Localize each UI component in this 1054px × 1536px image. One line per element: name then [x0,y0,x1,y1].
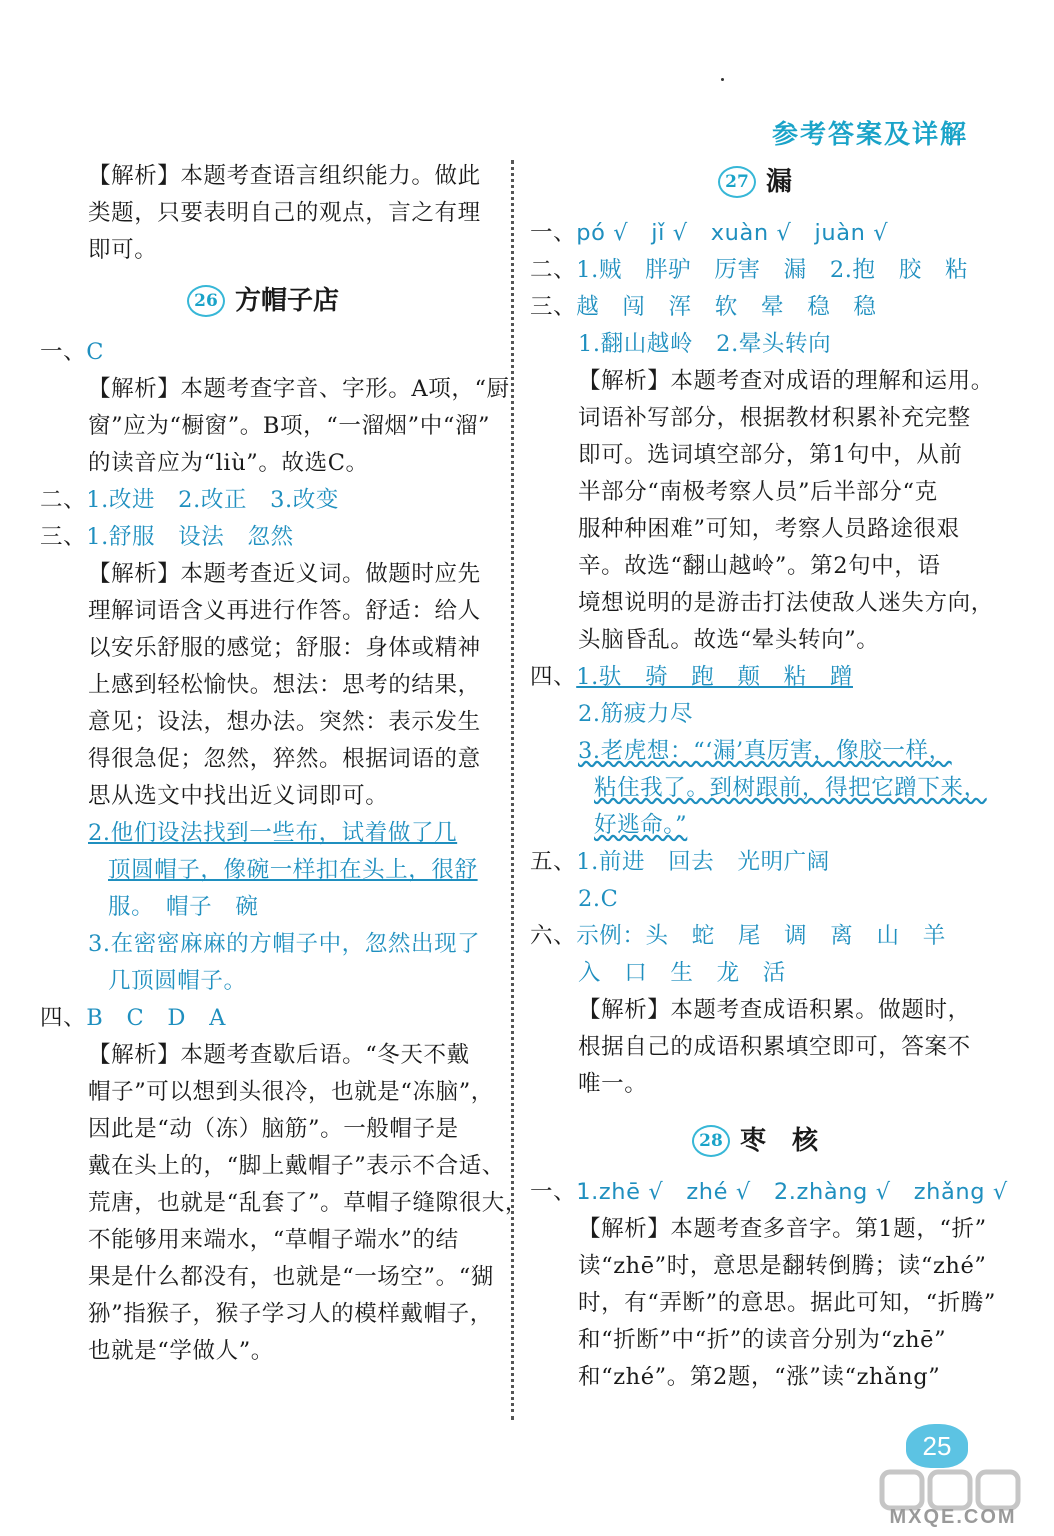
analysis-line: 词语补写部分，根据教材积累补充完整 [578,405,971,431]
analysis-line: 和“折断”中“折”的读音分别为“zhē” [578,1327,947,1353]
lesson-title: 漏 [765,167,792,197]
analysis-line: 时，有“弄断”的意思。据此可知，“折腾” [578,1290,997,1316]
analysis-line: 【解析】本题考查语言组织能力。做此 [88,163,481,189]
answer-row: 四、1.驮 骑 跑 颠 粘 蹭 [530,664,853,690]
analysis-line: 【解析】本题考查对成语的理解和运用。 [578,368,994,394]
lesson-heading [530,164,980,201]
analysis-line: 得很急促；忽然，猝然。根据词语的意 [88,746,481,772]
answer-row: 二、1.改进 2.改正 3.改变 [40,487,340,513]
lesson-title: 方帽子店 [234,286,339,316]
handwritten-answer: 粘住我了。到树跟前，得把它蹭下来， [594,775,987,801]
analysis-line: 上感到轻松愉快。想法：思考的结果， [88,672,481,698]
answer-item: 2.筋疲力尽 [578,701,694,727]
analysis-line: 服种种困难”可知，考察人员路途很艰 [578,516,960,542]
analysis-line: 思从选文中找出近义词即可。 [88,783,389,809]
handwritten-answer: 顶圆帽子，像碗一样扣在头上，很舒 [108,857,478,883]
handwritten-answer: 几顶圆帽子。 [108,968,247,994]
analysis-line: 戴在头上的，“脚上戴帽子”表示不合适、 [88,1153,505,1179]
answer-item: 2.C [578,886,619,912]
lesson-heading [40,283,486,320]
analysis-line: 意见；设法，想办法。突然：表示发生 [88,709,481,735]
answer-item: 1.翻山越岭 2.晕头转向 [578,331,832,357]
analysis-line: 【解析】本题考查成语积累。做题时， [578,997,971,1023]
answer-row: 五、1.前进 回去 光明广阔 [530,849,830,875]
analysis-line: 辛。故选“翻山越岭”。第2句中，语 [578,553,941,579]
analysis-line: 以安乐舒服的感觉；舒服：身体或精神 [88,635,481,661]
analysis-line: 头脑昏乱。故选“晕头转向”。 [578,627,880,653]
column-divider [511,160,514,1420]
analysis-line: 【解析】本题考查近义词。做题时应先 [88,561,481,587]
answer-row: 三、越 闯 浑 软 晕 稳 稳 [530,294,877,320]
analysis-line: 窗”应为“橱窗”。B项，“一溜烟”中“溜” [88,413,491,439]
answer-row: 四、B C D A [40,1005,226,1031]
handwritten-answer: 好逃命。” [594,812,688,838]
analysis-line: 读“zhē”时，意思是翻转倒腾；读“zhé” [578,1253,987,1279]
answer-item: 入 口 生 龙 活 [578,960,786,986]
answer-row: 六、示例：头 蛇 尾 调 离 山 羊 [530,923,946,949]
analysis-line: 荒唐，也就是“乱套了”。草帽子缝隙很大， [88,1190,529,1216]
analysis-line: 【解析】本题考查多音字。第1题，“折” [578,1216,987,1242]
lesson-heading [530,1123,980,1160]
watermark-text: MXQE.COM [889,1506,1017,1528]
analysis-line: 和“zhé”。第2题，“涨”读“zhǎng” [578,1364,941,1390]
analysis-line: 【解析】本题考查歇后语。“冬天不戴 [88,1042,470,1068]
analysis-line: 类题，只要表明自己的观点，言之有理 [88,200,481,226]
analysis-line: 狲”指猴子，猴子学习人的模样戴帽子， [88,1301,493,1327]
analysis-line: 帽子”可以想到头很冷，也就是“冻脑”， [88,1079,494,1105]
analysis-line: 【解析】本题考查字音、字形。A项，“厨 [88,376,510,402]
handwritten-answer: 3.在密密麻麻的方帽子中，忽然出现了 [88,931,481,957]
answer-row: 三、1.舒服 设法 忽然 [40,524,294,550]
answer-row: 二、1.贼 胖驴 厉害 漏 2.抱 胶 粘 [530,257,969,283]
lesson-number: 28 [692,1125,730,1157]
left-column [40,158,529,1370]
handwritten-answer: 服。 帽子 碗 [108,894,259,920]
analysis-line: 的读音应为“liù”。故选C。 [88,450,369,476]
analysis-line: 理解词语含义再进行作答。舒适：给人 [88,598,481,624]
speck [721,78,724,81]
analysis-line: 境想说明的是游击打法使敌人迷失方向， [578,590,994,616]
analysis-line: 因此是“动（冻）脑筋”。一般帽子是 [88,1116,459,1142]
analysis-line: 即可。选词填空部分，第1句中，从前 [578,442,963,468]
analysis-line: 根据自己的成语积累填空即可，答案不 [578,1034,971,1060]
handwritten-answer: 3.老虎想：“‘漏’真厉害，像胶一样， [578,738,952,764]
handwritten-answer: 2.他们设法找到一些布，试着做了几 [88,820,458,846]
analysis-line: 不能够用来端水，“草帽子端水”的结 [88,1227,459,1253]
page-number-badge: 25 [906,1424,968,1468]
analysis-line: 也就是“学做人”。 [88,1338,274,1364]
analysis-line: 半部分“南极考察人员”后半部分“克 [578,479,938,505]
analysis-line: 即可。 [88,237,158,263]
answer-row: 一、pó √ jǐ √ xuàn √ juàn √ [530,220,889,246]
analysis-line: 果是什么都没有，也就是“一场空”。“猢 [88,1264,494,1290]
answer-row: 一、1.zhē √ zhé √ 2.zhàng √ zhǎng √ [530,1179,1008,1205]
answer-row: 一、C [40,339,105,365]
lesson-number: 26 [187,285,225,317]
header-title: 参考答案及详解 [771,120,968,150]
right-column [530,158,1008,1396]
lesson-number: 27 [718,166,756,198]
lesson-title: 枣 核 [739,1126,818,1156]
analysis-line: 唯一。 [578,1071,648,1097]
